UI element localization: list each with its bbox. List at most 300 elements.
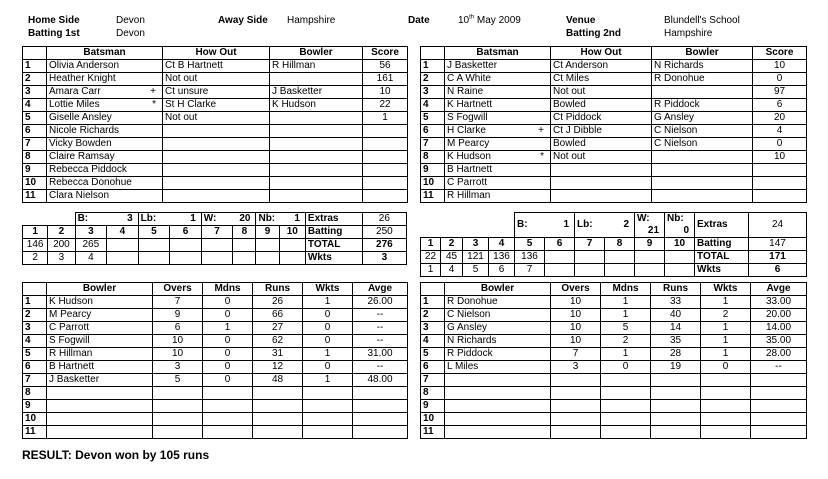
fall-runs: [605, 251, 635, 264]
batsman-name: Rebecca Donohue: [49, 177, 132, 188]
bowler-name: [445, 413, 551, 426]
bowler-wkts: 0: [303, 361, 353, 374]
blank-cell: [23, 213, 76, 226]
batsman-name: Vicky Bowden: [49, 138, 112, 149]
bowler-mdns: 0: [203, 309, 253, 322]
table-row: [23, 309, 408, 322]
how-out-header: How Out: [163, 47, 270, 60]
bowler-overs: [153, 426, 203, 439]
table-row: [23, 387, 408, 400]
bowler-name: R Piddock: [445, 348, 551, 361]
bowler-avge: [751, 426, 807, 439]
table-row: [421, 164, 807, 177]
table-row: [23, 73, 408, 86]
table-row: [421, 335, 807, 348]
bowler-name: [270, 125, 363, 138]
table-row: [421, 177, 807, 190]
how-out: Ct B Hartnett: [163, 60, 270, 73]
how-out: Ct Anderson: [551, 60, 652, 73]
bowler-order: 5: [23, 348, 47, 361]
bowler-wkts: 1: [303, 296, 353, 309]
table-row: [23, 164, 408, 177]
fall-column-number: 2: [48, 226, 75, 239]
bowler-mdns: 1: [601, 309, 651, 322]
bowler-order: 1: [421, 296, 445, 309]
bowler-name: K Hudson: [270, 99, 363, 112]
fall-wicket-number: [107, 252, 139, 265]
how-out: [163, 138, 270, 151]
bowler-mdns: 1: [601, 296, 651, 309]
bowler-name: C Parrott: [47, 322, 153, 335]
innings-1-bowling-table: [22, 282, 408, 439]
batsman-name: C A White: [447, 73, 491, 84]
bowler-name: C Nielson: [445, 309, 551, 322]
batsman-score: [363, 125, 408, 138]
fall-wicket-number: [665, 264, 695, 277]
batting-order: 10: [23, 177, 47, 190]
header-row: [23, 47, 408, 60]
bowler-runs: [253, 413, 303, 426]
bowler-order: 9: [23, 400, 47, 413]
fall-column-number: 9: [635, 238, 665, 251]
bowler-wkts: 1: [701, 296, 751, 309]
bowler-mdns: 1: [203, 322, 253, 335]
bowler-name: [652, 151, 753, 164]
fall-runs: [170, 239, 202, 252]
bowler-avge: --: [353, 361, 408, 374]
table-row: [421, 322, 807, 335]
bowler-runs: 26: [253, 296, 303, 309]
leg-byes: [575, 213, 635, 238]
batsman-cell: [445, 190, 551, 203]
overs-header: Overs: [153, 283, 203, 296]
bowler-overs: 10: [153, 335, 203, 348]
fall-column-number: 3: [75, 226, 107, 239]
bowler-name: M Pearcy: [47, 309, 153, 322]
how-out: [163, 177, 270, 190]
innings-1-batting-table: [22, 46, 408, 203]
bowler-overs: [551, 387, 601, 400]
bowler-name: [445, 374, 551, 387]
venue-value: Blundell's School: [664, 15, 740, 26]
bowler-overs: 10: [153, 348, 203, 361]
bowler-wkts: [701, 400, 751, 413]
fall-column-number: 10: [279, 226, 305, 239]
header-row: [421, 47, 807, 60]
bowler-name: J Basketter: [47, 374, 153, 387]
bowler-mdns: [203, 400, 253, 413]
bowler-order: 1: [23, 296, 47, 309]
table-row: [421, 400, 807, 413]
bowler-overs: 10: [551, 309, 601, 322]
batsman-cell: [445, 138, 551, 151]
bowler-avge: --: [353, 335, 408, 348]
batting-order: 11: [23, 190, 47, 203]
fall-runs: [665, 251, 695, 264]
table-row: [23, 190, 408, 203]
bowler-mdns: 0: [203, 361, 253, 374]
table-row: [421, 426, 807, 439]
fall-runs: [201, 239, 233, 252]
bowler-mdns: [601, 413, 651, 426]
wides-value: 21: [647, 225, 660, 236]
bowler-name: [47, 426, 153, 439]
bowler-order: 11: [421, 426, 445, 439]
batsman-cell: [445, 151, 551, 164]
blank-header: [421, 283, 445, 296]
bowler-name: [270, 73, 363, 86]
how-out: Ct Miles: [551, 73, 652, 86]
maidens-header: Mdns: [203, 283, 253, 296]
table-row: [23, 125, 408, 138]
leg-byes-label: Lb:: [577, 219, 593, 230]
bowler-order: 11: [23, 426, 47, 439]
batsman-cell: [47, 125, 163, 138]
bowler-avge: [751, 400, 807, 413]
header-row: [23, 283, 408, 296]
bowler-avge: 28.00: [751, 348, 807, 361]
bowler-name: R Hillman: [47, 348, 153, 361]
blank-header: [23, 283, 47, 296]
batting-order: 8: [23, 151, 47, 164]
how-out: [551, 164, 652, 177]
home-side-label: Home Side: [28, 15, 80, 26]
fall-runs: [233, 239, 256, 252]
batsman-score: [363, 151, 408, 164]
bowler-wkts: 1: [701, 322, 751, 335]
bowler-overs: [551, 426, 601, 439]
fall-wicket-number: 4: [441, 264, 463, 277]
fall-runs: 45: [441, 251, 463, 264]
bowler-name: [652, 177, 753, 190]
batting-order: 7: [23, 138, 47, 151]
how-out: Not out: [163, 73, 270, 86]
table-row: [23, 99, 408, 112]
bowler-wkts: [701, 387, 751, 400]
wickets-value: 6: [749, 264, 807, 277]
bowler-mdns: [203, 387, 253, 400]
bowler-name: R Donohue: [445, 296, 551, 309]
wickets-label: Wkts: [305, 252, 362, 265]
batsman-cell: [47, 138, 163, 151]
extras-breakdown-row: [23, 213, 407, 226]
batting-value: 147: [749, 238, 807, 251]
overs-header: Overs: [551, 283, 601, 296]
batsman-score: 10: [753, 151, 807, 164]
bowler-mdns: 0: [203, 374, 253, 387]
bowler-order: 4: [421, 335, 445, 348]
batting-order: 11: [421, 190, 445, 203]
batsman-cell: [47, 151, 163, 164]
batting-order: 4: [23, 99, 47, 112]
bowler-mdns: [601, 374, 651, 387]
bowler-avge: 14.00: [751, 322, 807, 335]
fall-wicket-number: [138, 252, 170, 265]
batsman-marker: *: [152, 99, 156, 110]
batsman-score: 0: [753, 73, 807, 86]
how-out: Ct Piddock: [551, 112, 652, 125]
venue-label: Venue: [566, 15, 596, 26]
bowler-avge: --: [353, 309, 408, 322]
batsman-marker: +: [150, 86, 156, 97]
batsman-name: Claire Ramsay: [49, 151, 115, 162]
fall-column-number: 5: [515, 238, 545, 251]
leg-byes-value: 2: [623, 219, 630, 230]
bowler-runs: [651, 426, 701, 439]
how-out: Not out: [551, 151, 652, 164]
batsman-cell: [445, 86, 551, 99]
bowler-wkts: [701, 413, 751, 426]
fall-header-row: [421, 238, 807, 251]
fall-column-number: 8: [233, 226, 256, 239]
batsman-cell: [445, 177, 551, 190]
bowler-name: [652, 190, 753, 203]
bowler-avge: 48.00: [353, 374, 408, 387]
fall-runs: 136: [515, 251, 545, 264]
bowler-wkts: [303, 426, 353, 439]
bowler-name: N Richards: [445, 335, 551, 348]
bowler-header: Bowler: [270, 47, 363, 60]
bowler-mdns: 2: [601, 335, 651, 348]
fall-runs: 136: [489, 251, 515, 264]
innings-2-extras-table: [420, 212, 807, 277]
table-row: [421, 296, 807, 309]
blank-header: [421, 47, 445, 60]
bowler-runs: 48: [253, 374, 303, 387]
bowler-overs: [153, 387, 203, 400]
batsman-cell: [47, 177, 163, 190]
bowler-name: R Piddock: [652, 99, 753, 112]
batsman-cell: [445, 125, 551, 138]
batsman-marker: *: [540, 151, 544, 162]
bowler-order: 6: [23, 361, 47, 374]
bowler-mdns: 1: [601, 348, 651, 361]
bowler-overs: 10: [551, 335, 601, 348]
batsman-cell: [47, 112, 163, 125]
batting-order: 2: [23, 73, 47, 86]
bowler-order: 2: [421, 309, 445, 322]
fall-wicket-number: 6: [489, 264, 515, 277]
no-balls: [665, 213, 695, 238]
batsman-name: Amara Carr: [49, 86, 101, 97]
extras-value: 24: [749, 213, 807, 238]
batting-first-value: Devon: [116, 28, 145, 39]
batting-order: 4: [421, 99, 445, 112]
batsman-cell: [445, 60, 551, 73]
batting-order: 9: [421, 164, 445, 177]
fall-column-number: 7: [201, 226, 233, 239]
table-row: [421, 309, 807, 322]
no-balls-label: Nb:: [258, 213, 276, 224]
no-balls-label: Nb:: [667, 213, 684, 224]
bowler-avge: [751, 413, 807, 426]
bowler-runs: [253, 400, 303, 413]
batsman-header: Batsman: [47, 47, 163, 60]
fall-wicket-number: 2: [23, 252, 48, 265]
bowler-avge: 26.00: [353, 296, 408, 309]
bowler-runs: 19: [651, 361, 701, 374]
table-row: [23, 177, 408, 190]
bowler-order: 3: [23, 322, 47, 335]
table-row: [421, 374, 807, 387]
batsman-score: 10: [753, 60, 807, 73]
batsman-score: [363, 138, 408, 151]
bowler-header: Bowler: [445, 283, 551, 296]
batsman-cell: [47, 86, 163, 99]
how-out: Not out: [551, 86, 652, 99]
total-value: 276: [362, 239, 406, 252]
byes-label: B:: [77, 213, 89, 224]
extras-label: Extras: [695, 213, 749, 238]
batsman-score: 0: [753, 138, 807, 151]
table-row: [23, 60, 408, 73]
bowler-avge: [353, 387, 408, 400]
batsman-name: B Hartnett: [447, 164, 493, 175]
no-balls: [256, 213, 305, 226]
bowler-overs: 10: [551, 322, 601, 335]
table-row: [23, 296, 408, 309]
fall-column-number: 7: [575, 238, 605, 251]
bowler-runs: 12: [253, 361, 303, 374]
fall-runs: 200: [48, 239, 75, 252]
bowler-mdns: 0: [203, 335, 253, 348]
table-row: [421, 73, 807, 86]
batsman-score: 56: [363, 60, 408, 73]
fall-wicket-number: [545, 264, 575, 277]
table-row: [421, 125, 807, 138]
batsman-score: 161: [363, 73, 408, 86]
batting-order: 1: [421, 60, 445, 73]
leg-byes-label: Lb:: [140, 213, 157, 224]
bowler-name: N Richards: [652, 60, 753, 73]
batting-value: 250: [362, 226, 406, 239]
bowler-name: [445, 387, 551, 400]
fall-runs: [107, 239, 139, 252]
table-row: [421, 99, 807, 112]
bowler-name: [652, 86, 753, 99]
batsman-cell: [445, 112, 551, 125]
batting-order: 3: [421, 86, 445, 99]
header-row: [421, 283, 807, 296]
fall-runs-row: [421, 251, 807, 264]
byes-label: B:: [517, 219, 528, 230]
no-balls-value: 0: [683, 225, 690, 236]
fall-wicket-number: 5: [463, 264, 489, 277]
batsman-name: K Hudson: [447, 151, 491, 162]
innings-2-bowling-table: [420, 282, 807, 439]
fall-wicket-number: 1: [421, 264, 441, 277]
table-row: [23, 335, 408, 348]
batting-order: 3: [23, 86, 47, 99]
batting-order: 2: [421, 73, 445, 86]
average-header: Avge: [751, 283, 807, 296]
fall-runs: 22: [421, 251, 441, 264]
how-out: [163, 164, 270, 177]
bowler-runs: 31: [253, 348, 303, 361]
bowler-overs: 5: [153, 374, 203, 387]
batsman-score: [753, 190, 807, 203]
batting-order: 1: [23, 60, 47, 73]
bowler-name: S Fogwill: [47, 335, 153, 348]
fall-runs: [635, 251, 665, 264]
fall-column-number: 1: [23, 226, 48, 239]
bowler-name: G Ansley: [652, 112, 753, 125]
batsman-name: Lottie Miles: [49, 99, 100, 110]
table-row: [23, 322, 408, 335]
bowler-name: [47, 413, 153, 426]
table-row: [23, 348, 408, 361]
fall-wicket-number: 4: [75, 252, 107, 265]
batsman-score: 10: [363, 86, 408, 99]
score-header: Score: [363, 47, 408, 60]
bowler-name: C Nielson: [652, 138, 753, 151]
bowler-avge: [751, 374, 807, 387]
bowler-mdns: [203, 426, 253, 439]
fall-wickets-row: [23, 252, 407, 265]
bowler-wkts: 1: [701, 335, 751, 348]
bowler-overs: 7: [153, 296, 203, 309]
maidens-header: Mdns: [601, 283, 651, 296]
how-out: [551, 177, 652, 190]
runs-header: Runs: [253, 283, 303, 296]
bowler-mdns: 0: [601, 361, 651, 374]
table-row: [23, 400, 408, 413]
batting-first-label: Batting 1st: [28, 28, 80, 39]
batting-second-label: Batting 2nd: [566, 28, 621, 39]
batting-order: 5: [421, 112, 445, 125]
average-header: Avge: [353, 283, 408, 296]
wickets-header: Wkts: [701, 283, 751, 296]
match-result: RESULT: Devon won by 105 runs: [22, 448, 210, 462]
bowler-order: 2: [23, 309, 47, 322]
bowler-order: 8: [23, 387, 47, 400]
fall-column-number: 9: [256, 226, 279, 239]
bowler-wkts: 0: [701, 361, 751, 374]
how-out: [163, 190, 270, 203]
bowler-mdns: [203, 413, 253, 426]
batting-order: 8: [421, 151, 445, 164]
bowler-mdns: 0: [203, 296, 253, 309]
bowler-name: [47, 400, 153, 413]
table-row: [421, 138, 807, 151]
bowler-wkts: 1: [701, 348, 751, 361]
fall-column-number: 6: [545, 238, 575, 251]
fall-runs: [545, 251, 575, 264]
batsman-cell: [47, 60, 163, 73]
bowler-name: [270, 190, 363, 203]
batsman-header: Batsman: [445, 47, 551, 60]
bowler-wkts: 2: [701, 309, 751, 322]
bowler-overs: [153, 400, 203, 413]
table-row: [23, 426, 408, 439]
batting-second-value: Hampshire: [664, 28, 713, 39]
bowler-order: 10: [23, 413, 47, 426]
table-row: [23, 361, 408, 374]
bowler-wkts: 1: [303, 348, 353, 361]
how-out: Ct J Dibble: [551, 125, 652, 138]
fall-column-number: 10: [665, 238, 695, 251]
bowler-runs: 28: [651, 348, 701, 361]
table-row: [421, 60, 807, 73]
bowler-name: L Miles: [445, 361, 551, 374]
bowler-avge: --: [353, 322, 408, 335]
fall-wicket-number: [635, 264, 665, 277]
innings-1-extras-table: [22, 212, 407, 265]
batsman-name: N Raine: [447, 86, 484, 97]
runs-header: Runs: [651, 283, 701, 296]
table-row: [23, 112, 408, 125]
batsman-cell: [445, 73, 551, 86]
